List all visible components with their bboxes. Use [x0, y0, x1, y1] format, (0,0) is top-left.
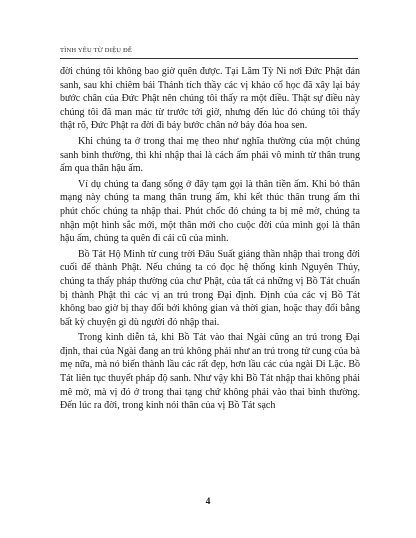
- paragraph-continued: đời chúng tôi không bao giờ quên được. Tại Lâm Tỳ Ni nơi Đức Phật đản sanh, sau khi chiêm bái Thánh tích thầy các vị khảo cổ học đã xây lại bảy bước chân của Đức Phật nên chúng tôi thấy ra một điều. Thật sự điều này chúng tôi đã man mác từ trước tới giờ, nhưng đến lúc đó chúng tôi thấy thật rõ, Đức Phật ra đời đi bảy bước chân nở bảy đóa hoa sen.: [60, 66, 360, 132]
- paragraph: Trong kinh diễn tả, khi Bồ Tát vào thai Ngài cũng an trú trong Đại định, thai của Ngài đang an trú không phải như an trú trong tử cung của bà mẹ nữa, mà nó biến thành lầu các rất đẹp, hơn lầu các của ngài Di Lặc. Bồ Tát liên tục thuyết pháp độ sanh. Như vậy khi Bồ Tát nhập thai không phải mê mờ, mà vị đó ở trong thai tạng chứ không phải vào thai bình thường. Đến lúc ra đời, trong kinh nói thân của vị Bồ Tát sạch: [60, 332, 360, 412]
- running-header-title: TÌNH YÊU TỪ DIỆU ĐẾ: [60, 47, 133, 54]
- header-rule: [60, 58, 358, 59]
- body-text: [60, 65, 360, 415]
- paragraph: Khi chúng ta ở trong thai mẹ theo như nghĩa thường của một chúng sanh bình thường, thì khi nhập thai là cách ấm phải vô minh từ thân trung ấm qua thân hậu ấm.: [60, 135, 360, 175]
- page-number: 4: [205, 497, 211, 507]
- paragraph: Ví dụ chúng ta đang sống ở đây tạm gọi là thân tiền ấm. Khi bỏ thân mạng này chúng ta mang thân trung ấm, khi kết thúc thân trung ấm thì phút chốc chúng ta nhập thai. Phút chốc đó chúng ta bị mê mờ, chúng ta nhận một hình sắc mới, một thân mới cho cuộc đời của mình gọi là thân hậu ấm, chúng ta quên đi cái cũ của mình.: [60, 178, 360, 245]
- paragraph: Bồ Tát Hộ Minh từ cung trời Đâu Suất giáng thần nhập thai trong đời cuối để thành Phật. Nếu chúng ta có đọc hệ thống kinh Nguyên Thủy, chúng ta thấy pháp thường của chư Phật, của tất cả những vị Bồ Tát chuẩn bị thành Phật thì các vị an trú trong Đại định. Định của các vị Bồ Tát không bao giờ bị thay đổi bởi không gian và thời gian, hoặc thay đổi bằng bất kỳ chuyện gì dù người đó nhập thai.: [60, 248, 360, 328]
